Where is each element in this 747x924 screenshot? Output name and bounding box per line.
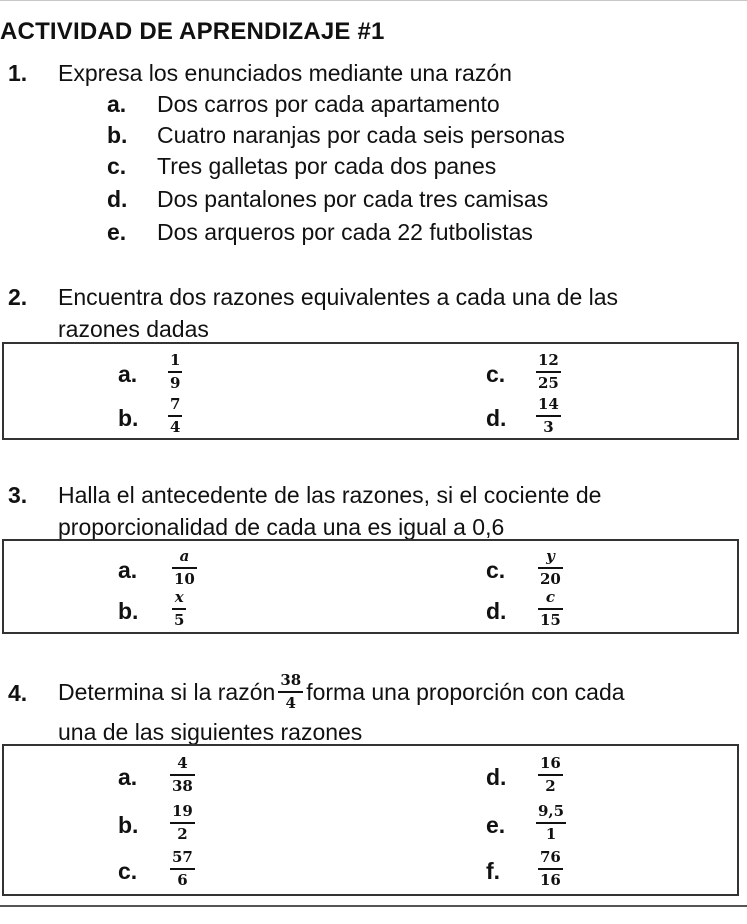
q3-fraction	[538, 549, 563, 587]
q4-text-before: Determina si la razón	[58, 679, 276, 706]
q4-fraction	[538, 850, 563, 888]
q1-item-text: Cuatro naranjas por cada seis personas	[157, 122, 565, 148]
denominator: 20	[540, 570, 561, 588]
numerator: 7	[170, 395, 181, 413]
page-title: ACTIVIDAD DE APRENDIZAJE #1	[0, 18, 385, 45]
q4-fraction	[536, 804, 566, 842]
denominator: 15	[540, 611, 561, 629]
q4-fraction	[170, 804, 195, 842]
q2-ratio-box	[2, 342, 739, 440]
numerator: 57	[172, 848, 193, 866]
denominator: 6	[177, 871, 188, 889]
q1-item-text: Dos pantalones por cada tres camisas	[157, 186, 549, 212]
q3-item-label: b.	[118, 598, 139, 624]
q1-text: Expresa los enunciados mediante una razón	[58, 60, 512, 86]
numerator: a	[179, 547, 190, 565]
denominator: 1	[545, 825, 557, 843]
numerator: 1	[170, 351, 181, 369]
q2-item-label: b.	[118, 405, 139, 431]
denominator: 4	[170, 418, 181, 436]
q4-item-label: a.	[118, 764, 138, 790]
q4-item-label: f.	[486, 858, 501, 884]
denominator: 5	[174, 611, 185, 629]
q1-item-label: d.	[107, 186, 128, 212]
q3-item-label: c.	[486, 557, 506, 583]
q2-fraction	[536, 353, 561, 391]
numerator: 4	[177, 754, 188, 772]
q4-item-label: e.	[486, 812, 506, 838]
q4-main-ratio	[278, 673, 303, 711]
q1-item	[107, 186, 548, 213]
q2-item-label: c.	[486, 361, 506, 387]
q4-ratio-box	[2, 744, 739, 896]
q4-fraction	[170, 756, 195, 794]
q1-item	[107, 153, 496, 180]
q3-item-label: d.	[486, 598, 507, 624]
q3-number: 3.	[8, 482, 28, 508]
denominator: 2	[177, 825, 188, 843]
q3-fraction	[172, 590, 186, 628]
numerator: 14	[538, 395, 559, 413]
q1-item-label: c.	[107, 153, 127, 179]
denominator: 16	[540, 871, 561, 889]
q2-item-label: a.	[118, 361, 138, 387]
q1-item-text: Dos arqueros por cada 22 futbolistas	[157, 219, 533, 245]
q4-item-label: d.	[486, 764, 507, 790]
numerator: 9,5	[538, 802, 565, 820]
numerator: 16	[540, 754, 561, 772]
q1-item-label: e.	[107, 219, 127, 245]
numerator: 12	[538, 351, 559, 369]
numerator: c	[545, 588, 555, 606]
q3-ratio-box	[2, 539, 739, 634]
q4-text-after: forma una proporción con cada	[306, 679, 625, 706]
q4-fraction	[170, 850, 195, 888]
denominator: 25	[538, 374, 559, 392]
q4-fraction	[538, 756, 563, 794]
denominator: 3	[543, 418, 554, 436]
q3-text-line1: Halla el antecedente de las razones, si el cociente de	[58, 482, 602, 508]
bottom-rule	[0, 905, 747, 907]
numerator: 19	[172, 802, 193, 820]
q4-text-line1	[58, 671, 625, 713]
q1-item	[107, 122, 565, 149]
denominator: 4	[285, 694, 296, 712]
q4-item-label: b.	[118, 812, 139, 838]
top-rule	[0, 0, 747, 1]
q1-item	[107, 219, 533, 246]
q4-item-label: c.	[118, 858, 138, 884]
q2-text-line2: razones dadas	[58, 316, 209, 342]
q3-text-line2: proporcionalidad de cada una es igual a 0,6	[58, 514, 505, 540]
denominator: 2	[545, 777, 556, 795]
q1-item-text: Dos carros por cada apartamento	[157, 91, 500, 117]
q1-number: 1.	[8, 60, 28, 86]
q2-item-label: d.	[486, 405, 507, 431]
numerator: y	[546, 547, 555, 565]
numerator: 38	[280, 671, 302, 689]
q2-fraction	[536, 397, 561, 435]
denominator: 9	[170, 374, 181, 392]
q2-text-line1: Encuentra dos razones equivalentes a cada una de las	[58, 284, 619, 310]
q1-item-label: b.	[107, 122, 128, 148]
q2-number: 2.	[8, 284, 28, 310]
q2-fraction	[168, 353, 182, 391]
q1-item-label: a.	[107, 91, 127, 117]
q4-text-line2: una de las siguientes razones	[58, 719, 363, 745]
q3-fraction	[172, 549, 197, 587]
q3-item-label: a.	[118, 557, 138, 583]
q3-fraction	[538, 590, 563, 628]
q4-number: 4.	[8, 680, 28, 706]
denominator: 10	[174, 570, 195, 588]
q2-fraction	[168, 397, 182, 435]
numerator: x	[174, 588, 184, 606]
denominator: 38	[172, 777, 193, 795]
q1-item	[107, 91, 500, 118]
q1-item-text: Tres galletas por cada dos panes	[157, 153, 497, 179]
numerator: 76	[540, 848, 561, 866]
